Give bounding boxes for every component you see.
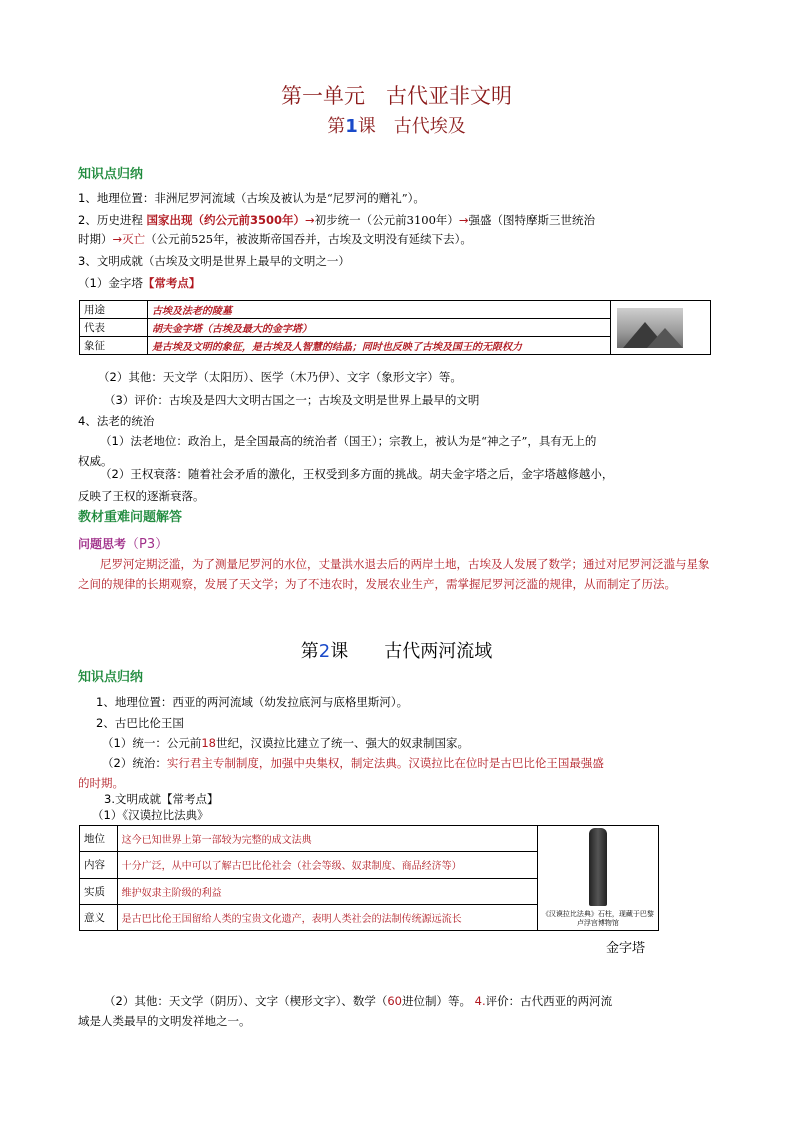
hist-fall-text: （公元前525年，被波斯帝国吞并，古埃及文明没有延续下去）。 — [145, 232, 472, 246]
hist-label: 2、历史进程 — [78, 213, 143, 227]
eval-text: 古埃及是四大文明古国之一；古埃及文明是世界上最早的文明 — [168, 393, 480, 407]
lesson1-evaluation — [104, 391, 479, 409]
table-value: 是古巴比伦王国留给人类的宝贵文化遗产，表明人类社会的法制传统源远流长 — [117, 904, 537, 930]
lesson1-history-cont — [78, 230, 472, 248]
hist-fall: 灭亡 — [122, 232, 146, 246]
pyramid-tag: 【常考点】 — [142, 276, 201, 290]
table-key: 内容 — [80, 852, 118, 878]
pyramid-label: （1）金字塔 — [78, 276, 143, 290]
code-table — [79, 825, 659, 931]
decline-label: （2）王权衰落： — [100, 467, 188, 481]
geo-label: 1、地理位置： — [96, 695, 173, 709]
unit-title: 第一单元 古代亚非文明 — [281, 84, 512, 108]
code-heading: （1）《汉谟拉比法典》 — [92, 808, 209, 822]
question-ref: （P3） — [126, 537, 169, 552]
stele-image-cell — [537, 826, 658, 931]
ach-tag: 【常考点】 — [160, 792, 219, 806]
lesson1-title-pre: 第 — [327, 116, 346, 137]
stele-photo — [589, 828, 607, 906]
pyramid-caption: 金字塔 — [606, 941, 646, 956]
table-value: 胡夫金字塔（古埃及最大的金字塔） — [147, 319, 610, 337]
table-key: 意义 — [80, 904, 118, 930]
question-label: 问题思考 — [78, 537, 127, 551]
geo-text: 西亚的两河流域（幼发拉底河与底格里斯河）。 — [172, 695, 409, 709]
other-label: （2）其他： — [98, 370, 163, 384]
lesson1-title-post: 课 古代埃及 — [357, 116, 466, 137]
lesson1-history — [78, 211, 595, 229]
pharaoh-decline — [100, 465, 613, 483]
lesson1-title — [0, 112, 793, 138]
rule-text: 实行君主专制制度，加强中央集权，制定法典。汉谟拉比在位时是古巴比伦王国最强盛 — [166, 756, 604, 770]
babylon-unify — [102, 734, 469, 752]
table-key: 地位 — [80, 826, 118, 852]
babylon-rule-cont: 的时期。 — [78, 776, 124, 790]
eval-num: 4. — [474, 994, 486, 1008]
table-value: 十分广泛，从中可以了解古巴比伦社会（社会等级、奴隶制度、商品经济等） — [117, 852, 537, 878]
other-text: 天文学（阴历）、文字（楔形文字）、数学（ — [168, 994, 388, 1008]
lesson2-title-post: 课 古代两河流域 — [330, 641, 493, 662]
ach-label: 3.文明成就 — [104, 792, 161, 806]
lesson1-achievement: 3、文明成就（古埃及文明是世界上最早的文明之一） — [78, 254, 350, 268]
table-key: 实质 — [80, 878, 118, 904]
table-key: 象征 — [80, 337, 148, 355]
lesson2-geo — [96, 693, 408, 711]
lesson2-eval-cont: 域是人类最早的文明发祥地之一。 — [78, 1014, 251, 1028]
babylon-heading: 2、古巴比伦王国 — [96, 716, 184, 730]
geo-label: 1、地理位置： — [78, 191, 155, 205]
lesson2-other — [104, 992, 612, 1010]
rule-label: （2）统治： — [102, 756, 167, 770]
decline-text: 随着社会矛盾的激化，王权受到多方面的挑战。胡夫金字塔之后，金字塔越修越小， — [187, 467, 614, 481]
pharaoh-heading: 4、法老的统治 — [78, 414, 155, 428]
table-value: 古埃及法老的陵墓 — [147, 301, 610, 319]
pyramid-heading — [78, 274, 200, 292]
table-value: 这今已知世界上第一部较为完整的成文法典 — [117, 826, 537, 852]
lesson2-title-num: 2 — [318, 641, 331, 662]
table-value: 是古埃及文明的象征，是古埃及人智慧的结晶；同时也反映了古埃及国王的无限权力 — [147, 337, 610, 355]
hist-strong: 强盛（图特摩斯三世统治 — [468, 213, 596, 227]
pyramid-photo — [617, 308, 683, 348]
table-row — [80, 301, 711, 319]
hist-strong-cont: 时期） — [78, 232, 113, 246]
table-key: 代表 — [80, 319, 148, 337]
hist-state-emerge: 国家出现（约公元前3500年） — [146, 213, 305, 227]
other-label: （2）其他： — [104, 994, 169, 1008]
arrow-icon: → — [305, 213, 315, 227]
lesson2-title — [0, 637, 793, 663]
other-text: 天文学（太阳历）、医学（木乃伊）、文字（象形文字）等。 — [162, 370, 462, 384]
lesson1-section-knowledge: 知识点归纳 — [78, 167, 144, 182]
pyramid-image-cell — [610, 301, 710, 355]
unify-text-cont: 世纪，汉谟拉比建立了统一、强大的奴隶制国家。 — [215, 736, 469, 750]
pyramid-table — [79, 300, 711, 355]
hist-unify: 初步统一（公元前3100年） — [314, 213, 459, 227]
lesson2-section-knowledge: 知识点归纳 — [78, 670, 144, 685]
unify-text: 公元前 — [166, 736, 202, 750]
babylon-rule — [102, 754, 604, 772]
unify-label: （1）统一： — [102, 736, 167, 750]
arrow-icon: → — [112, 232, 123, 246]
other-text-cont: 进位制）等。 — [401, 994, 471, 1008]
status-text: 政治上，是全国最高的统治者（国王）；宗教上，被认为是“神之子”，具有无上的 — [187, 434, 597, 448]
pharaoh-status — [100, 432, 596, 450]
eval-label: 评价： — [485, 994, 521, 1008]
lesson2-title-pre: 第 — [300, 641, 319, 662]
unify-century: 18 — [201, 736, 216, 750]
table-row — [80, 826, 659, 852]
answer-text: 尼罗河定期泛滥，为了测量尼罗河的水位，丈量洪水退去后的两岸土地，古埃及人发展了数学；通过对尼罗河泛滥与星象之间的规律的长期观察，发展了天文学；为了不违农时，发展农业生产，需掌握尼罗河泛滥的规律，从而制定了历法。 — [78, 557, 710, 591]
eval-label: （3）评价： — [104, 393, 169, 407]
geo-text: 非洲尼罗河流域（古埃及被认为是“尼罗河的赠礼”）。 — [154, 191, 425, 205]
pharaoh-status-cont: 权威。 — [78, 454, 113, 468]
lesson1-other — [98, 368, 462, 386]
question-heading — [78, 533, 168, 552]
eval-text: 古代西亚的两河流 — [520, 994, 613, 1008]
table-value: 维护奴隶主阶级的利益 — [117, 878, 537, 904]
status-label: （1）法老地位： — [100, 434, 188, 448]
pharaoh-decline-cont: 反映了王权的逐渐衰落。 — [78, 489, 205, 503]
lesson1-title-num: 1 — [345, 116, 358, 137]
lesson1-geo — [78, 189, 425, 207]
table-key: 用途 — [80, 301, 148, 319]
stele-caption: 《汉谟拉比法典》石柱，现藏于巴黎卢浮宫博物馆 — [541, 910, 654, 927]
lesson1-section-qa: 教材重难问题解答 — [78, 510, 183, 525]
other-num: 60 — [387, 994, 402, 1008]
arrow-icon: → — [458, 213, 469, 227]
